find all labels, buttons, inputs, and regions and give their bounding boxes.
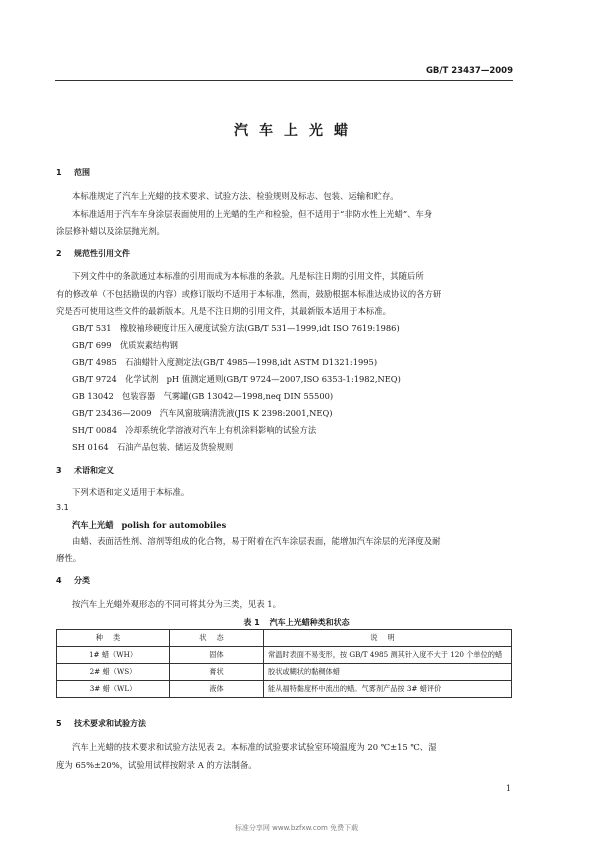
table-cell: 胶状或糊状的黏稠体蜡: [264, 664, 512, 681]
header-cell: 状态: [170, 630, 264, 647]
document-title: 汽车上光蜡: [234, 123, 359, 139]
page-number: 1: [505, 784, 511, 793]
table-cell: 1# 蜡（WH）: [57, 647, 170, 664]
term-heading: [72, 519, 226, 531]
watermark: 标准分享网 www.bzfxw.com 免费下载: [234, 824, 359, 832]
table-title: 汽车上光蜡种类和状态: [269, 618, 350, 627]
section-1-heading: [56, 167, 90, 178]
reference-item: GB/T 4985 石油蜡针入度测定法(GB/T 4985—1998,idt ASTM D1321:1995): [72, 357, 378, 367]
table-cell: 液体: [170, 681, 264, 698]
table-cell: 能从福特黏度杯中流出的蜡。气雾剂产品按 3# 蜡评价: [264, 681, 512, 698]
classification-table: [56, 629, 512, 698]
table-header-row: [57, 630, 512, 647]
section-4-heading: [56, 575, 90, 586]
paragraph: 下列术语和定义适用于本标准。: [72, 487, 190, 497]
paragraph: 本标准规定了汽车上光蜡的技术要求、试验方法、检验规则及标志、包装、运输和贮存。: [72, 191, 399, 201]
subclause-number: 3.1: [56, 503, 69, 512]
section-5-heading: [56, 718, 146, 729]
table-caption: [0, 617, 593, 628]
paragraph: 本标准适用于汽车车身涂层表面使用的上光蜡的生产和检验，但不适用于“非防水性上光蜡”、车身: [72, 209, 433, 219]
reference-item: GB/T 699 优质炭素结构钢: [72, 340, 178, 350]
paragraph: 下列文件中的条款通过本标准的引用而成为本标准的条款。凡是标注日期的引用文件，其随后所: [72, 271, 424, 281]
table-cell: 2# 蜡（WS）: [57, 664, 170, 681]
reference-item: GB/T 531 橡胶袖珍硬度计压入硬度试验方法(GB/T 531—1999,idt ISO 7619:1986): [72, 323, 400, 333]
table-number: 表 1: [243, 618, 260, 627]
standard-number: GB/T 23437—2009: [425, 66, 513, 76]
section-title: 范围: [74, 168, 90, 177]
section-title: 规范性引用文件: [74, 249, 130, 258]
table-row: [57, 681, 512, 698]
term-en: polish for automobiles: [121, 520, 227, 530]
section-title: 技术要求和试验方法: [74, 719, 146, 728]
paragraph: 涂层修补蜡以及涂层抛光剂。: [56, 226, 165, 236]
table-row: [57, 664, 512, 681]
section-title: 术语和定义: [74, 466, 114, 475]
paragraph: 汽车上光蜡的技术要求和试验方法见表 2。本标准的试验要求试验室环境温度为 20 ℃±15 ℃、湿: [72, 742, 437, 752]
header-rule: [55, 80, 513, 81]
reference-item: GB 13042 包装容器 气雾罐(GB 13042—1998,neq DIN 55500): [72, 391, 334, 401]
header-cell: 种类: [57, 630, 170, 647]
table-cell: 膏状: [170, 664, 264, 681]
section-number: 1: [56, 168, 62, 177]
reference-item: SH/T 0084 冷却系统化学溶液对汽车上有机涂料影响的试验方法: [72, 425, 317, 435]
section-number: 3: [56, 466, 62, 475]
term-cn: 汽车上光蜡: [72, 520, 114, 530]
section-2-heading: [56, 248, 130, 259]
table-cell: 常温时表面不易变形，按 GB/T 4985 测其针入度不大于 120 个单位的蜡: [264, 647, 512, 664]
paragraph: 度为 65%±20%，试验用试样按附录 A 的方法制备。: [56, 760, 257, 770]
definition: 磨性。: [56, 553, 82, 563]
table-cell: 3# 蜡（WL）: [57, 681, 170, 698]
paragraph: 有的修改单（不包括勘误的内容）或修订版均不适用于本标准，然而，鼓励根据本标准达成协议的各方研: [56, 289, 442, 299]
paragraph: 按汽车上光蜡外观形态的不同可将其分为三类，见表 1。: [72, 599, 281, 609]
reference-item: GB/T 23436—2009 汽车风窗玻璃清洗液(JIS K 2398:2001,NEQ): [72, 408, 333, 418]
section-number: 2: [56, 249, 62, 258]
definition: 由蜡、表面活性剂、溶剂等组成的化合物，易于附着在汽车涂层表面，能增加汽车涂层的光泽度及耐: [72, 536, 441, 546]
section-3-heading: [56, 465, 114, 476]
table-row: [57, 647, 512, 664]
table-cell: 固体: [170, 647, 264, 664]
reference-item: SH 0164 石油产品包装、储运及货验规则: [72, 442, 234, 452]
section-title: 分类: [74, 576, 90, 585]
section-number: 5: [56, 719, 62, 728]
reference-item: GB/T 9724 化学试剂 pH 值测定通则(GB/T 9724—2007,ISO 6353-1:1982,NEQ): [72, 374, 401, 384]
header-cell: 说明: [264, 630, 512, 647]
paragraph: 究是否可使用这些文件的最新版本。凡是不注日期的引用文件，其最新版本适用于本标准。: [56, 306, 391, 316]
section-number: 4: [56, 576, 62, 585]
